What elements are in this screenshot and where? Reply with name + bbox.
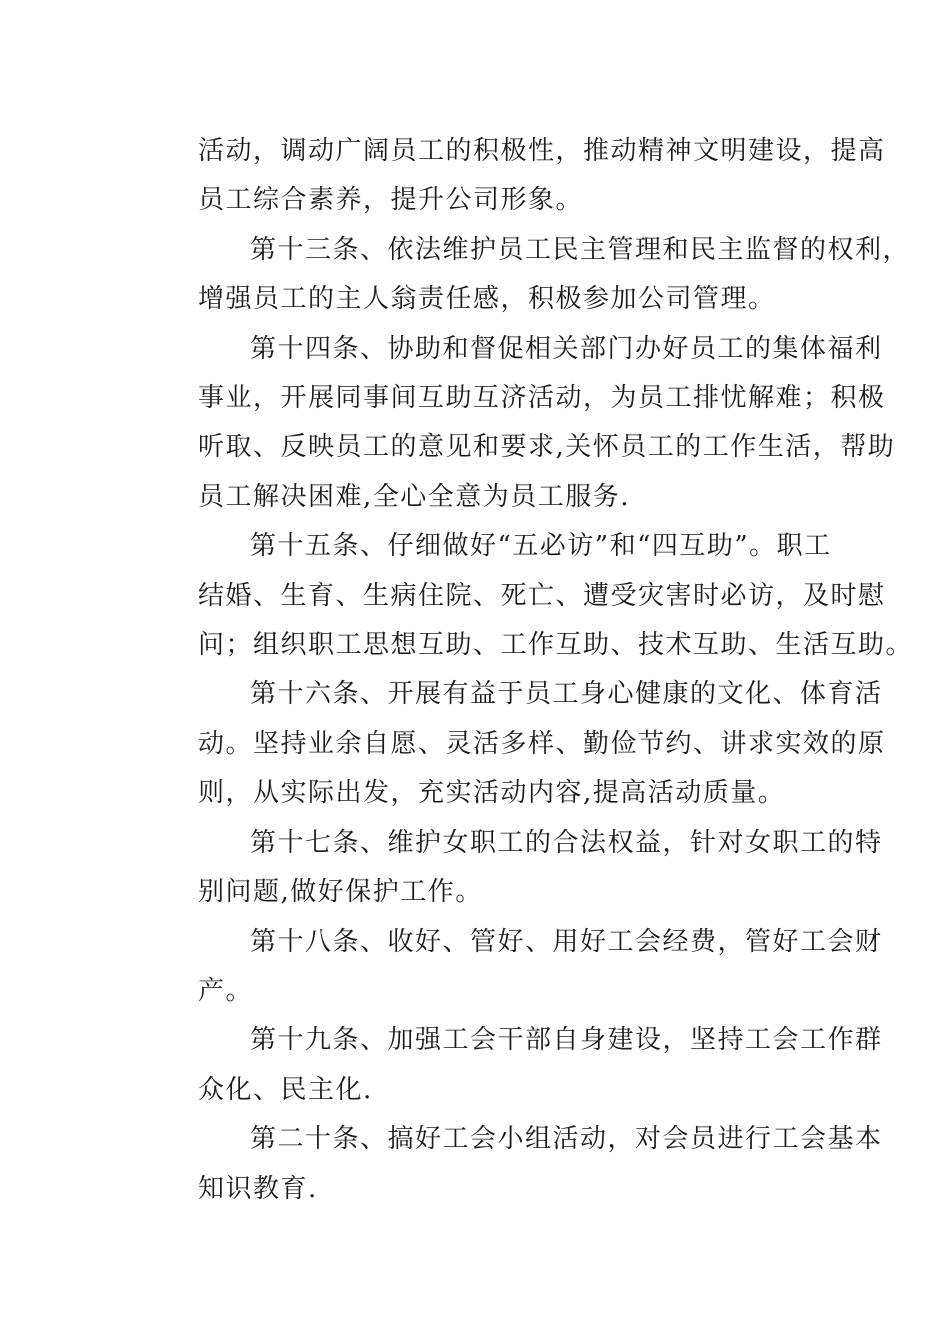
text-line: 第二十条、搞好工会小组活动，对会员进行工会基本: [250, 1124, 883, 1155]
text-line: 问；组织职工思想互助、工作互助、技术互助、生活互助。: [198, 630, 914, 661]
text-line: 则，从实际出发，充实活动内容,提高活动质量。: [198, 778, 786, 809]
text-line: 员工综合素养，提升公司形象。: [198, 185, 584, 216]
paragraph: [146, 670, 886, 818]
text-line: 第十五条、仔细做好“五必访”和“四互助”。职工: [250, 531, 832, 562]
text-line: 活动，调动广阔员工的积极性，推动精神文明建设，提高: [198, 136, 886, 166]
paragraph: [146, 918, 883, 1017]
paragraph: [146, 226, 911, 325]
paragraph: [146, 325, 896, 523]
paragraph: [146, 1115, 883, 1214]
paragraph: [146, 522, 914, 670]
text-line: 第十四条、协助和督促相关部门办好员工的集体福利: [250, 333, 883, 364]
text-line: 产。: [198, 975, 254, 1006]
text-line: 增强员工的主人翁责任感，积极参加公司管理。: [198, 284, 776, 315]
text-line: 第十八条、收好、管好、用好工会经费，管好工会财: [250, 926, 883, 957]
text-line: 众化、民主化.: [198, 1074, 373, 1105]
text-line: 事业，开展同事间互助互济活动，为员工排忧解难；积极: [198, 383, 886, 414]
text-line: 动。坚持业余自愿、灵活多样、勤俭节约、讲求实效的原: [198, 728, 886, 759]
paragraph: [146, 1016, 883, 1115]
paragraph: [146, 127, 886, 226]
paragraph: [146, 819, 883, 918]
text-line: 员工解决困难,全心全意为员工服务.: [198, 481, 631, 512]
text-line: 第十七条、维护女职工的合法权益，针对女职工的特: [250, 827, 883, 858]
text-line: 第十三条、依法维护员工民主管理和民主监督的权利，: [250, 234, 911, 265]
text-line: 别问题,做好保护工作。: [198, 877, 483, 908]
document-body: [146, 127, 914, 1214]
text-line: 第十九条、加强工会干部自身建设，坚持工会工作群: [250, 1025, 883, 1056]
text-line: 结婚、生育、生病住院、死亡、遭受灾害时必访，及时慰: [198, 580, 886, 611]
text-line: 听取、反映员工的意见和要求,关怀员工的工作生活，帮助: [198, 432, 896, 463]
text-line: 第十六条、开展有益于员工身心健康的文化、体育活: [250, 679, 883, 710]
text-line: 知识教育.: [198, 1173, 318, 1204]
